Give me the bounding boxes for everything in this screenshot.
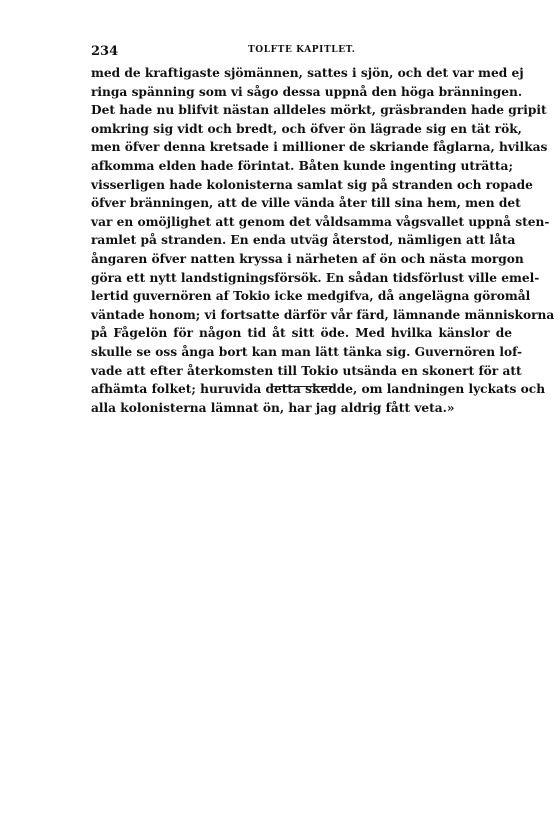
text-line: omkring sig vidt och bredt, och öfver ön lägrade sig en tät rök, <box>91 121 522 136</box>
text-line: göra ett nytt landstigningsförsök. En sådan tidsförlust ville emel- <box>91 270 540 285</box>
text-line: öfver bränningen, att de ville vända åter till sina hem, men det <box>91 196 521 211</box>
body-text <box>91 64 555 417</box>
text-line: alla kolonisterna lämnat ön, har jag aldrig fått veta.» <box>91 400 455 415</box>
chapter-running-header: TOLFTE KAPITLET. <box>248 45 356 55</box>
page-number: 234 <box>91 44 119 59</box>
text-line: skulle se oss ånga bort kan man lätt tänka sig. Guvernören lof- <box>91 344 523 359</box>
text-line: var en omöjlighet att genom det våldsamma vågsvallet uppnå sten- <box>91 214 550 229</box>
text-line: ramlet på stranden. En enda utväg återstod, nämligen att låta <box>91 233 516 248</box>
text-line: väntade honom; vi fortsatte därför vår färd, lämnande människorna <box>91 307 555 322</box>
section-end-rule <box>272 386 333 387</box>
text-line: vade att efter återkomsten till Tokio utsända en skonert för att <box>91 363 522 378</box>
text-line: ringa spänning som vi sågo dessa uppnå den höga bränningen. <box>91 84 523 99</box>
text-line: Det hade nu blifvit nästan alldeles mörkt, gräsbranden hade gripit <box>91 103 547 118</box>
text-line: afkomma elden hade förintat. Båten kunde ingenting uträtta; <box>91 158 513 173</box>
text-line: ångaren öfver natten kryssa i närheten af ön och nästa morgon <box>91 251 524 266</box>
text-line: visserligen hade kolonisterna samlat sig på stranden och ropade <box>91 177 533 192</box>
text-line: lertid guvernören af Tokio icke medgifva, då angelägna göromål <box>91 289 531 304</box>
text-line: men öfver denna kretsade i millioner de skriande fåglarna, hvilkas <box>91 140 548 155</box>
text-line: afhämta folket; huruvida detta skedde, om landningen lyckats och <box>91 382 546 397</box>
text-line: med de kraftigaste sjömännen, sattes i sjön, och det var med ej <box>91 66 524 80</box>
text-line: på Fågelön för någon tid åt sitt öde. Med hvilka känslor de <box>91 326 512 341</box>
